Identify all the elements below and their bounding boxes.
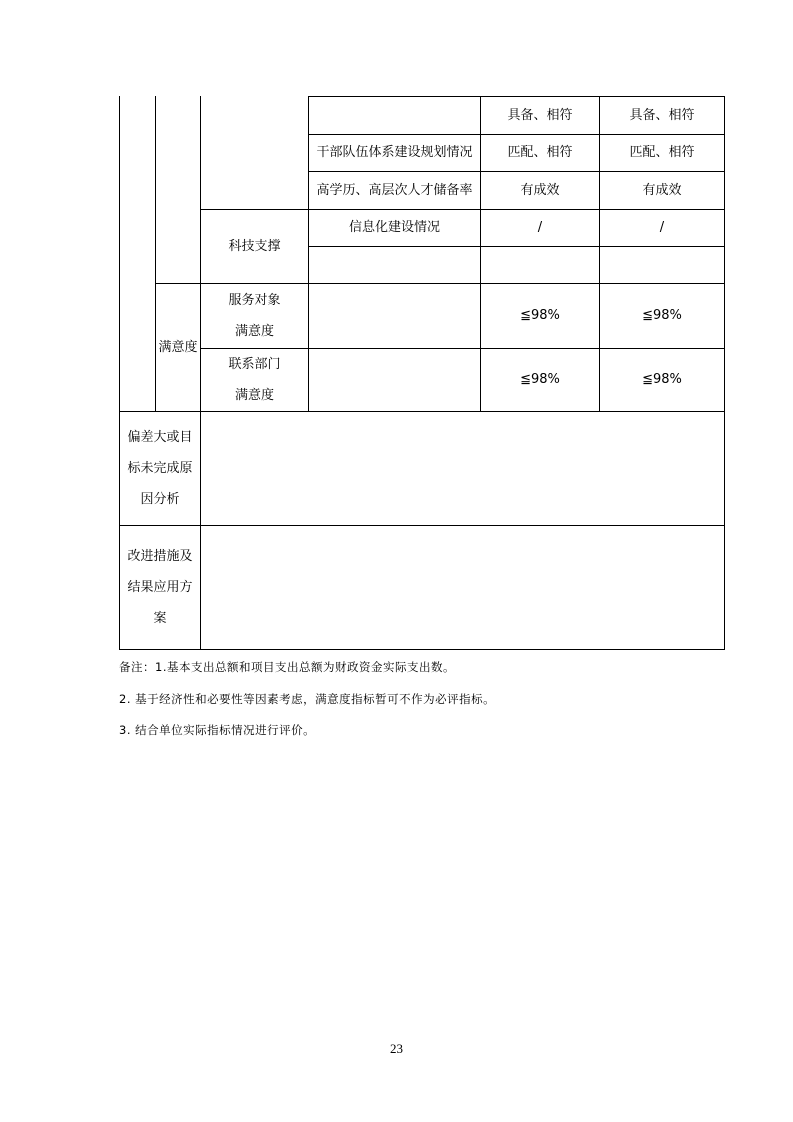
dept-col6-cell: [600, 349, 724, 411]
row2-indicator-text: 干部队伍体系建设规划情况: [316, 145, 473, 161]
satisfaction-label-text: 满意度: [158, 339, 198, 355]
tech-col5-cell: [481, 210, 599, 246]
row3-col5-text: 有成效: [520, 182, 560, 198]
tech-indicator-text: 信息化建设情况: [348, 220, 440, 236]
row3-col6-cell: [600, 172, 724, 209]
row1-col6-cell: [600, 97, 724, 134]
row2-col5-cell: [481, 135, 599, 171]
row2-col5-text: 匹配、相符: [507, 145, 573, 161]
service-col6-text: ≦98%: [642, 308, 682, 324]
service-line1: 服务对象: [228, 293, 281, 308]
note-2: 2. 基于经济性和必要性等因素考虑，满意度指标暂可不作为必评指标。: [119, 692, 496, 706]
note-1: 备注：1.基本支出总额和项目支出总额为财政资金实际支出数。: [119, 660, 455, 674]
dept-col6-text: ≦98%: [642, 372, 682, 388]
page-number: 23: [390, 1041, 403, 1056]
row3-indicator-cell: [309, 172, 480, 209]
row2-indicator-cell: [309, 135, 480, 171]
improvement-line2: 结果应用方: [127, 580, 193, 595]
satisfaction-label-cell: [156, 284, 200, 411]
service-col6-cell: [600, 284, 724, 348]
dept-col5-cell: [481, 349, 599, 411]
deviation-line2: 标未完成原: [127, 461, 193, 476]
dept-line2: 满意度: [234, 388, 274, 403]
row3-indicator-text: 高学历、高层次人才储备率: [316, 182, 473, 198]
dept-col5-text: ≦98%: [520, 372, 560, 388]
service-col5-cell: [481, 284, 599, 348]
note-3: 3. 结合单位实际指标情况进行评价。: [119, 723, 316, 737]
improvement-line3: 案: [153, 611, 167, 626]
row1-col6-text: 具备、相符: [629, 107, 695, 123]
service-satisfaction-cell: [201, 284, 308, 348]
deviation-line1: 偏差大或目: [127, 430, 193, 445]
row3-col5-cell: [481, 172, 599, 209]
service-line2: 满意度: [234, 324, 274, 339]
row3-col6-text: 有成效: [642, 182, 682, 198]
tech-col6-cell: [600, 210, 724, 246]
tech-col6-text: /: [659, 220, 665, 236]
tech-col5-text: /: [537, 220, 543, 236]
deviation-label-cell: [120, 412, 200, 525]
service-col5-text: ≦98%: [520, 308, 560, 324]
improvement-label-cell: [120, 526, 200, 649]
row2-col6-text: 匹配、相符: [629, 145, 695, 161]
dept-satisfaction-cell: [201, 349, 308, 411]
dept-line1: 联系部门: [228, 357, 281, 372]
improvement-line1: 改进措施及: [127, 549, 193, 564]
tech-category-cell: [201, 210, 308, 283]
tech-category-text: 科技支撑: [228, 238, 281, 254]
deviation-line3: 因分析: [140, 492, 180, 507]
row2-col6-cell: [600, 135, 724, 171]
tech-indicator-cell: [309, 210, 480, 246]
row1-col5-text: 具备、相符: [507, 107, 573, 123]
row1-col5-cell: [481, 97, 599, 134]
